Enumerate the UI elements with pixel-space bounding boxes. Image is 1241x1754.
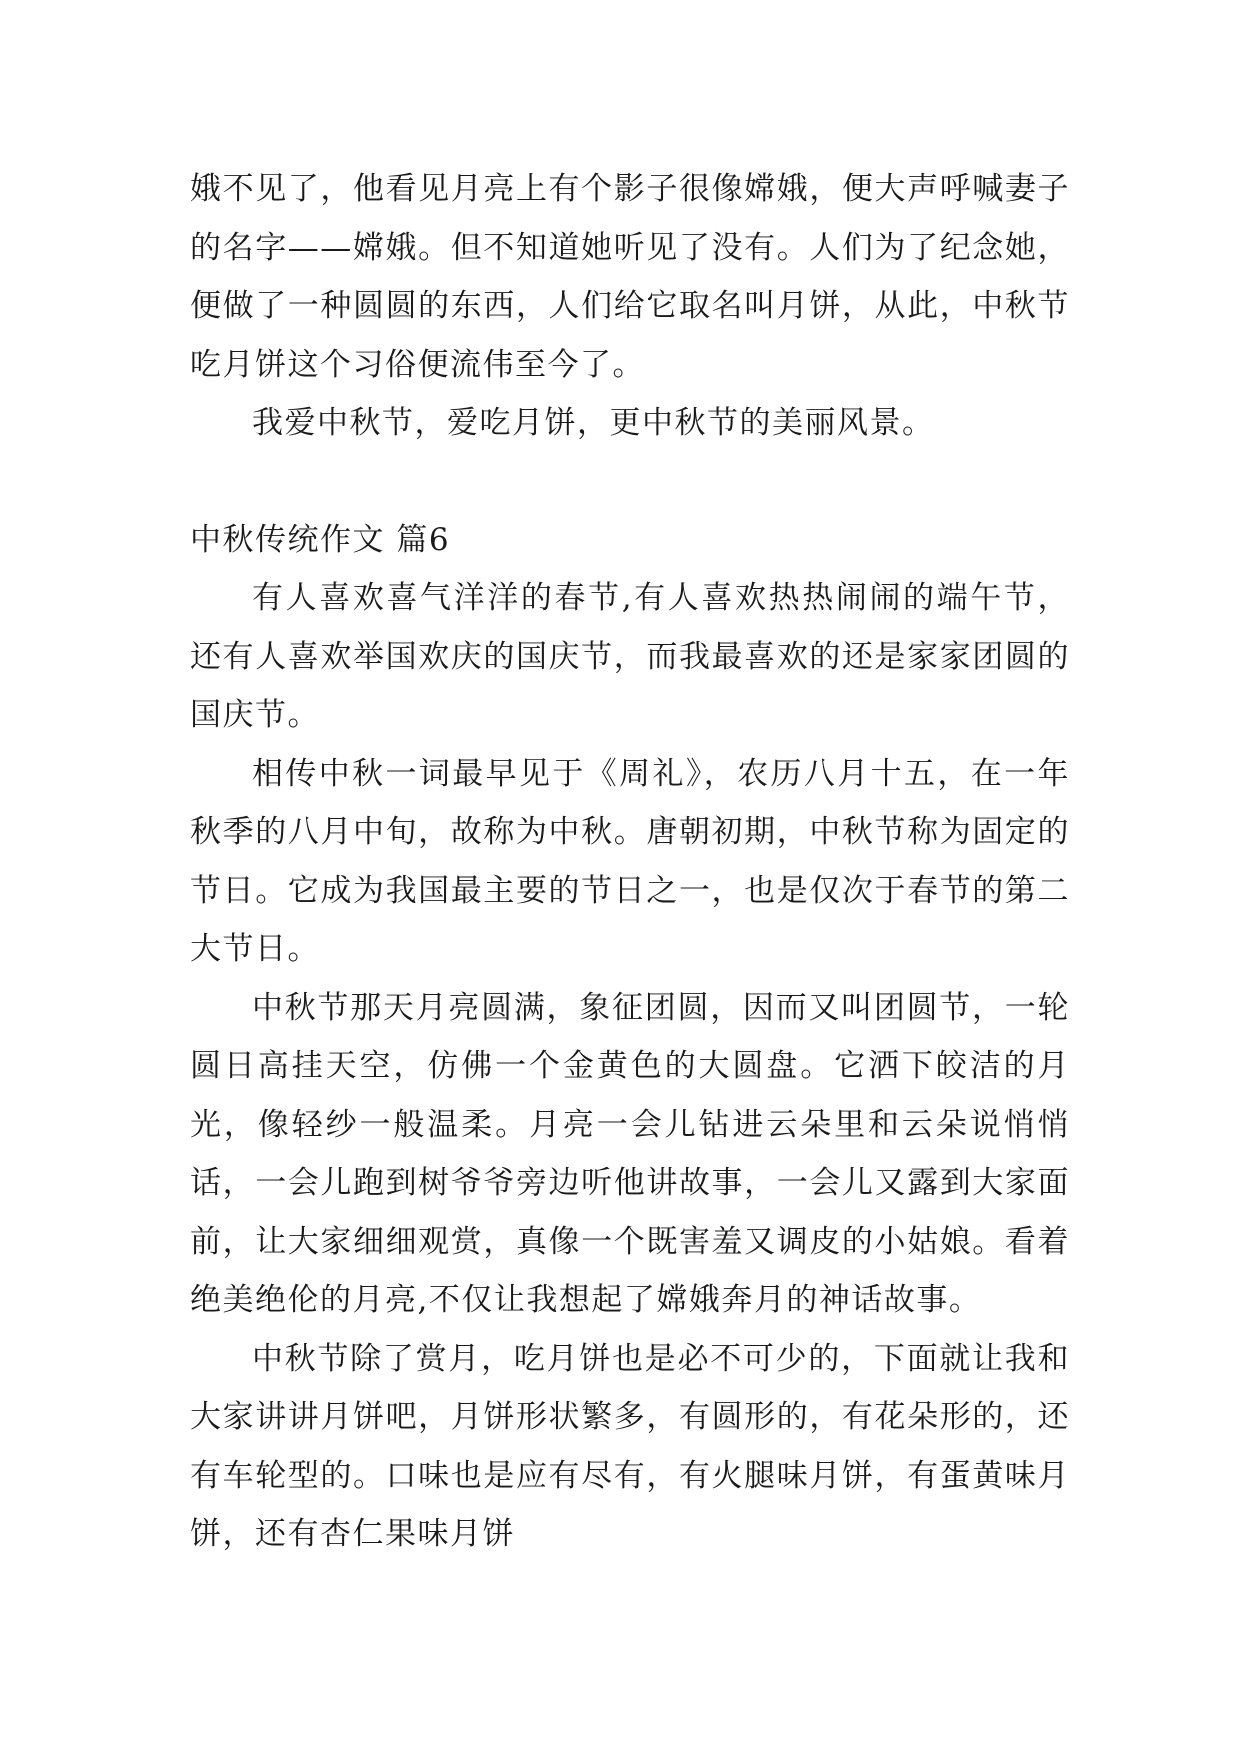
paragraph-mooncakes: 中秋节除了赏月，吃月饼也是必不可少的，下面就让我和大家讲讲月饼吧，月饼形状繁多，有圆形的，有花朵形的，还有车轮型的。口味也是应有尽有，有火腿味月饼，有蛋黄味月饼，还有杏仁果味月饼	[190, 1340, 1070, 1552]
document-page	[190, 160, 1070, 1564]
paragraph-love-festival: 我爱中秋节，爱吃月饼，更中秋节的美丽风景。	[252, 405, 935, 441]
paragraph-history: 相传中秋一词最早见于《周礼》，农历八月十五，在一年秋季的八月中旬，故称为中秋。唐朝初期，中秋节称为固定的节日。它成为我国最主要的节日之一，也是仅次于春节的第二大节日。	[190, 755, 1070, 967]
paragraph-intro: 有人喜欢喜气洋洋的春节,有人喜欢热热闹闹的端午节，还有人喜欢举国欢庆的国庆节，而我最喜欢的还是家家团圆的国庆节。	[190, 580, 1070, 733]
section-heading: 中秋传统作文 篇6	[190, 521, 451, 558]
paragraph-moon: 中秋节那天月亮圆满，象征团圆，因而又叫团圆节，一轮圆日高挂天空，仿佛一个金黄色的大圆盘。它洒下皎洁的月光，像轻纱一般温柔。月亮一会儿钻进云朵里和云朵说悄悄话，一会儿跑到树爷爷旁边听他讲故事，一会儿又露到大家面前，让大家细细观赏，真像一个既害羞又调皮的小姑娘。看着绝美绝伦的月亮,不仅让我想起了嫦娥奔月的神话故事。	[190, 989, 1070, 1318]
paragraph-story-end: 娥不见了，他看见月亮上有个影子很像嫦娥，便大声呼喊妻子的名字——嫦娥。但不知道她听见了没有。人们为了纪念她，便做了一种圆圆的东西，人们给它取名叫月饼，从此，中秋节吃月饼这个习俗便流伟至今了。	[190, 171, 1070, 383]
